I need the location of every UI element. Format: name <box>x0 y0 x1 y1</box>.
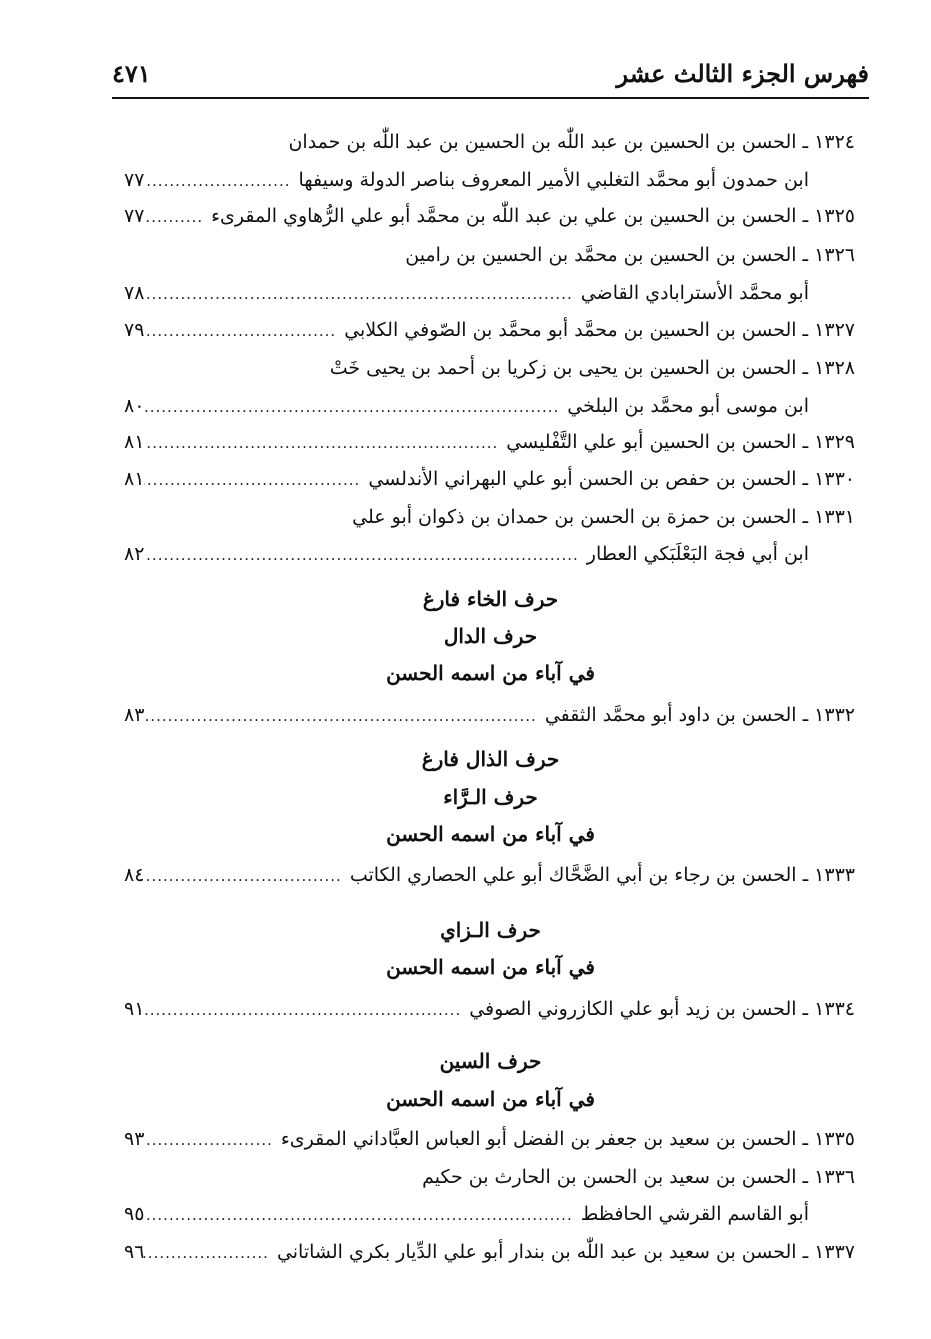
entry-page-number: ٩٦ <box>124 1241 145 1263</box>
entry-text: ١٣٢٩ ـ الحسن بن الحسين أبو علي التَّفْليسي <box>506 431 855 453</box>
index-entry-start <box>74 1159 855 1195</box>
entry-text: ١٣٣١ ـ الحسن بن حمزة بن الحسن بن حمدان بن ذكوان أبو علي <box>352 506 855 528</box>
leader-dots <box>144 1235 277 1271</box>
index-entry <box>124 1234 855 1271</box>
entry-text: أبو القاسم القرشي الحافظط <box>580 1203 809 1225</box>
leader-dots <box>144 462 368 498</box>
entry-page-number: ٨٠ <box>124 395 145 417</box>
leader-dots <box>144 389 567 425</box>
entry-page-number: ٩١ <box>124 998 145 1020</box>
section-subheading: في آباء من اسمه الحسن <box>386 955 595 979</box>
section-heading: حرف الـزاي <box>440 918 541 942</box>
entry-page-number: ٧٧ <box>124 169 145 191</box>
entry-text: ١٣٢٥ ـ الحسن بن الحسين بن علي بن عبد اللّٰه بن محمَّد أبو علي الرُّهاوي المقرىء <box>211 205 855 227</box>
leader-dots <box>144 1122 280 1158</box>
section-heading: حرف الخاء فارغ <box>422 587 559 611</box>
entry-text: ١٣٣٠ ـ الحسن بن حفص بن الحسن أبو علي البهراني الأندلسي <box>368 468 855 490</box>
entry-text: ١٣٣٤ ـ الحسن بن زيد أبو علي الكازروني الصوفي <box>469 998 855 1020</box>
index-entry <box>124 857 855 894</box>
page-header-title: فهرس الجزء الثالث عشر <box>616 59 869 88</box>
section-heading: حرف الدال <box>443 624 538 648</box>
entry-text: ١٣٣٣ ـ الحسن بن رجاء بن أبي الضَّحَّاك أبو علي الحصاري الكاتب <box>349 864 855 886</box>
leader-dots <box>144 992 469 1028</box>
leader-dots <box>144 858 349 894</box>
entry-page-number: ٩٣ <box>124 1128 145 1150</box>
entry-text: ١٣٣٢ ـ الحسن بن داود أبو محمَّد الثقفي <box>544 704 855 726</box>
section-heading: حرف الـرَّاء <box>443 785 538 809</box>
leader-dots <box>144 163 298 199</box>
entry-text: ابن أبي فجة البَعْلَبَكي العطار <box>586 543 809 565</box>
leader-dots <box>144 537 586 573</box>
index-entry <box>124 198 855 235</box>
index-entry <box>124 1121 855 1158</box>
entry-text: ١٣٢٤ ـ الحسن بن الحسين بن عبد اللّٰه بن الحسين بن عبد اللّٰه بن حمدان <box>288 131 855 153</box>
index-entry-continuation <box>124 388 809 425</box>
entry-page-number: ٨٢ <box>124 543 145 565</box>
section-heading: حرف السين <box>439 1049 542 1073</box>
entry-text: ١٣٢٦ ـ الحسن بن الحسين بن محمَّد بن الحسين بن رامين <box>405 244 855 266</box>
index-entry <box>124 312 855 349</box>
index-entry-start <box>74 350 855 386</box>
index-entry-start <box>74 124 855 160</box>
section-subheading: في آباء من اسمه الحسن <box>386 1087 595 1111</box>
leader-dots <box>144 1197 580 1233</box>
entry-page-number: ٨٣ <box>124 704 145 726</box>
entry-text: ابن حمدون أبو محمَّد التغلبي الأمير المعروف بناصر الدولة وسيفها <box>298 169 809 191</box>
leader-dots <box>144 313 344 349</box>
index-entry <box>124 424 855 461</box>
index-entry <box>124 697 855 734</box>
leader-dots <box>144 276 580 312</box>
entry-text: أبو محمَّد الأسترابادي القاضي <box>580 282 809 304</box>
section-heading: حرف الذال فارغ <box>421 747 560 771</box>
index-entry-start <box>74 499 855 535</box>
index-entry-continuation <box>124 275 809 312</box>
leader-dots <box>144 425 506 461</box>
index-entry-start <box>74 237 855 273</box>
entry-text: ١٣٢٧ ـ الحسن بن الحسين بن محمَّد أبو محمَّد بن الصّوفي الكلابي <box>344 319 855 341</box>
entry-text: ١٣٣٧ ـ الحسن بن سعيد بن عبد اللّٰه بن بندار أبو علي الدِّيار بكري الشاتاني <box>276 1241 855 1263</box>
entry-page-number: ٧٨ <box>124 282 145 304</box>
entry-page-number: ٧٧ <box>124 205 145 227</box>
header-divider <box>112 97 869 99</box>
index-entry-continuation <box>124 536 809 573</box>
entry-text: ابن موسى أبو محمَّد بن البلخي <box>567 395 809 417</box>
index-entry-continuation <box>124 1196 809 1233</box>
section-subheading: في آباء من اسمه الحسن <box>386 661 595 685</box>
entry-page-number: ٧٩ <box>124 319 145 341</box>
leader-dots <box>144 698 544 734</box>
index-entry-continuation <box>124 162 809 199</box>
entry-text: ١٣٣٥ ـ الحسن بن سعيد بن جعفر بن الفضل أبو العباس العبَّاداني المقرىء <box>280 1128 855 1150</box>
page-header-number: ٤٧١ <box>112 59 151 88</box>
index-entry <box>124 461 855 498</box>
leader-dots <box>144 199 211 235</box>
entry-text: ١٣٣٦ ـ الحسن بن سعيد بن الحسن بن الحارث بن حكيم <box>422 1166 855 1188</box>
entry-page-number: ٨٤ <box>124 864 145 886</box>
index-entry <box>124 991 855 1028</box>
entry-page-number: ٨١ <box>124 468 145 490</box>
entry-page-number: ٨١ <box>124 431 145 453</box>
section-subheading: في آباء من اسمه الحسن <box>386 822 595 846</box>
entry-page-number: ٩٥ <box>124 1203 145 1225</box>
entry-text: ١٣٢٨ ـ الحسن بن الحسين بن يحيى بن زكريا بن أحمد بن يحيى خَتْ <box>329 357 855 379</box>
